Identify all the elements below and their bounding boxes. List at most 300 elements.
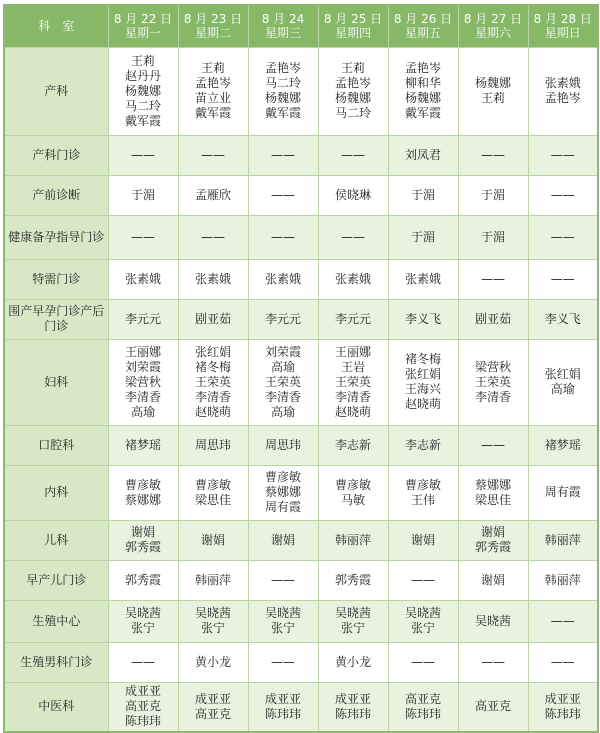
doctor-name: 梁营秋 — [474, 359, 511, 374]
duty-cell — [458, 600, 528, 642]
doctor-name: 成亚亚 — [194, 691, 231, 706]
duty-cell — [458, 135, 528, 175]
duty-cell — [318, 215, 388, 259]
doctor-name: 王岩 — [340, 359, 365, 374]
day-date: 8 月 23 日 — [183, 12, 243, 27]
doctor-name: 郭秀霞 — [334, 572, 371, 587]
schedule-body — [4, 47, 598, 732]
duty-cell — [178, 259, 248, 299]
duty-cell — [458, 465, 528, 520]
no-duty-dash: —— — [550, 654, 575, 669]
doctor-name: 王莉 — [340, 61, 365, 75]
duty-cell — [528, 425, 598, 465]
doctor-name: 吴晓茜 — [404, 606, 441, 620]
doctor-name: 谢娟 — [480, 525, 505, 539]
duty-cell — [528, 520, 598, 560]
doctor-name: 张素娥 — [334, 271, 371, 286]
doctor-name: 梁思佳 — [194, 492, 231, 507]
duty-cell — [388, 215, 458, 259]
duty-cell — [528, 47, 598, 135]
schedule-row — [4, 465, 598, 520]
duty-cell — [388, 642, 458, 682]
day-weekday: 星期三 — [264, 26, 301, 41]
doctor-name: 刘荣霞 — [264, 344, 301, 359]
day-header — [388, 5, 458, 47]
doctor-name: 吴晓茜 — [334, 606, 371, 620]
schedule-row — [4, 339, 598, 425]
duty-cell — [178, 642, 248, 682]
day-header — [108, 5, 178, 47]
doctor-name: 谢娟 — [480, 572, 505, 587]
department-label: 儿科 — [4, 520, 108, 560]
doctor-name: 吴晓茜 — [474, 613, 511, 628]
duty-cell — [248, 259, 318, 299]
duty-cell — [458, 47, 528, 135]
duty-cell — [248, 47, 318, 135]
doctor-name: 孟艳岑 — [544, 91, 581, 105]
doctor-name: 李清香 — [194, 389, 231, 404]
doctor-name: 韩丽萍 — [334, 532, 371, 547]
doctor-name: 王荣英 — [194, 374, 231, 389]
doctor-name: 马二玲 — [124, 98, 161, 113]
doctor-name: 曹彦敏 — [334, 477, 371, 492]
doctor-name: 吴晓茜 — [124, 606, 161, 620]
duty-cell — [318, 259, 388, 299]
doctor-name: 褚冬梅 — [194, 359, 231, 374]
doctor-name: 张素娥 — [124, 271, 161, 286]
doctor-name: 马二玲 — [334, 106, 371, 120]
doctor-name: 周思玮 — [194, 437, 231, 452]
duty-cell — [178, 215, 248, 259]
duty-cell — [108, 600, 178, 642]
no-duty-dash: —— — [481, 271, 505, 286]
day-header — [248, 5, 318, 47]
doctor-name: 陈玮玮 — [124, 714, 161, 729]
doctor-name: 成亚亚 — [334, 691, 371, 706]
duty-cell — [178, 465, 248, 520]
no-duty-dash: —— — [411, 572, 435, 587]
duty-cell — [318, 299, 388, 339]
doctor-name: 褚冬梅 — [404, 352, 441, 366]
doctor-name: 戴军霞 — [264, 106, 301, 120]
department-label: 产前诊断 — [4, 175, 108, 215]
no-duty-dash: —— — [271, 187, 295, 202]
duty-cell — [318, 600, 388, 642]
department-label: 生殖中心 — [4, 600, 108, 642]
duty-cell — [388, 520, 458, 560]
doctor-name: 陈玮玮 — [404, 706, 441, 721]
doctor-name: 成亚亚 — [544, 691, 581, 706]
day-weekday: 星期一 — [124, 26, 161, 41]
doctor-name: 王莉 — [480, 91, 505, 105]
department-label: 特需门诊 — [4, 259, 108, 299]
duty-cell — [388, 135, 458, 175]
duty-cell — [318, 175, 388, 215]
department-label: 产科门诊 — [4, 135, 108, 175]
header-row — [4, 5, 598, 47]
duty-cell — [318, 520, 388, 560]
no-duty-dash: —— — [481, 654, 505, 669]
doctor-name: 张宁 — [270, 621, 295, 635]
doctor-name: 陈玮玮 — [544, 706, 581, 721]
day-weekday: 星期二 — [194, 26, 231, 41]
doctor-name: 高瑜 — [130, 404, 155, 419]
no-duty-dash: —— — [550, 147, 575, 162]
doctor-name: 于湄 — [410, 229, 435, 244]
duty-cell — [248, 682, 318, 732]
doctor-name: 梁营秋 — [124, 374, 161, 389]
duty-cell — [458, 259, 528, 299]
doctor-name: 成亚亚 — [264, 691, 301, 706]
duty-cell — [248, 520, 318, 560]
department-label: 妇科 — [4, 339, 108, 425]
doctor-name: 谢娟 — [200, 532, 225, 547]
doctor-name: 蔡娜娜 — [264, 485, 301, 499]
duty-cell — [108, 339, 178, 425]
duty-cell — [178, 339, 248, 425]
doctor-name: 苗立业 — [194, 91, 231, 105]
doctor-name: 高瑜 — [270, 359, 295, 374]
doctor-name: 张红娟 — [544, 367, 581, 381]
duty-cell — [178, 600, 248, 642]
duty-cell — [248, 465, 318, 520]
doctor-name: 张红娟 — [194, 344, 231, 359]
doctor-name: 高瑜 — [550, 382, 575, 396]
no-duty-dash: —— — [201, 229, 225, 244]
schedule-row — [4, 175, 598, 215]
doctor-name: 郭秀霞 — [474, 540, 511, 554]
duty-schedule-table — [3, 4, 599, 733]
duty-cell — [178, 425, 248, 465]
doctor-name: 马敏 — [340, 492, 365, 507]
doctor-name: 杨魏娜 — [124, 83, 161, 98]
duty-cell — [528, 642, 598, 682]
duty-cell — [108, 135, 178, 175]
day-weekday: 星期六 — [474, 26, 511, 41]
duty-cell — [458, 682, 528, 732]
doctor-name: 孟艳岑 — [194, 76, 231, 90]
doctor-name: 李志新 — [334, 437, 371, 452]
dept-column-header: 科 室 — [4, 5, 108, 47]
doctor-name: 刘荣霞 — [124, 359, 161, 374]
duty-cell — [248, 215, 318, 259]
no-duty-dash: —— — [271, 572, 295, 587]
duty-cell — [178, 520, 248, 560]
doctor-name: 孟艳岑 — [264, 61, 301, 75]
doctor-name: 张素娥 — [194, 271, 231, 286]
doctor-name: 赵晓萌 — [334, 404, 371, 419]
day-weekday: 星期日 — [544, 26, 581, 41]
department-label: 口腔科 — [4, 425, 108, 465]
doctor-name: 韩丽萍 — [194, 572, 231, 587]
doctor-name: 孟艳岑 — [404, 61, 441, 75]
doctor-name: 剧亚茹 — [194, 311, 231, 326]
duty-cell — [248, 175, 318, 215]
doctor-name: 韩丽萍 — [544, 532, 581, 547]
department-label: 中医科 — [4, 682, 108, 732]
duty-cell — [178, 47, 248, 135]
duty-cell — [318, 465, 388, 520]
duty-cell — [108, 520, 178, 560]
duty-cell — [248, 135, 318, 175]
doctor-name: 张素娥 — [544, 76, 581, 90]
duty-cell — [458, 215, 528, 259]
schedule-row — [4, 299, 598, 339]
no-duty-dash: —— — [341, 229, 365, 244]
duty-cell — [458, 299, 528, 339]
doctor-name: 黄小龙 — [334, 654, 371, 669]
doctor-name: 杨魏娜 — [264, 91, 301, 105]
doctor-name: 李义飞 — [544, 311, 581, 326]
doctor-name: 王莉 — [200, 61, 225, 75]
no-duty-dash: —— — [481, 437, 505, 452]
doctor-name: 谢娟 — [410, 532, 435, 547]
doctor-name: 吴晓茜 — [194, 606, 231, 620]
no-duty-dash: —— — [131, 147, 155, 162]
doctor-name: 王荣英 — [334, 374, 371, 389]
schedule-row — [4, 135, 598, 175]
doctor-name: 杨魏娜 — [404, 91, 441, 105]
no-duty-dash: —— — [271, 147, 295, 162]
duty-cell — [318, 47, 388, 135]
doctor-name: 于湄 — [130, 187, 155, 202]
duty-cell — [248, 425, 318, 465]
doctor-name: 杨魏娜 — [334, 91, 371, 105]
duty-cell — [248, 299, 318, 339]
no-duty-dash: —— — [411, 654, 435, 669]
doctor-name: 曹彦敏 — [124, 477, 161, 492]
duty-cell — [458, 560, 528, 600]
duty-cell — [108, 465, 178, 520]
duty-cell — [318, 425, 388, 465]
doctor-name: 陈玮玮 — [264, 706, 301, 721]
doctor-name: 李清香 — [334, 389, 371, 404]
doctor-name: 王荣英 — [474, 374, 511, 389]
no-duty-dash: —— — [550, 271, 575, 286]
duty-cell — [388, 682, 458, 732]
duty-cell — [318, 135, 388, 175]
duty-cell — [528, 339, 598, 425]
doctor-name: 蔡娜娜 — [124, 492, 161, 507]
duty-cell — [108, 560, 178, 600]
duty-cell — [318, 560, 388, 600]
doctor-name: 张宁 — [130, 621, 155, 635]
duty-cell — [108, 259, 178, 299]
duty-cell — [248, 642, 318, 682]
duty-cell — [108, 175, 178, 215]
doctor-name: 戴军霞 — [194, 106, 231, 120]
duty-cell — [178, 175, 248, 215]
doctor-name: 黄小龙 — [194, 654, 231, 669]
doctor-name: 侯晓琳 — [334, 187, 371, 202]
day-weekday: 星期四 — [334, 26, 371, 41]
doctor-name: 高亚克 — [124, 699, 161, 714]
doctor-name: 周有霞 — [544, 485, 581, 499]
department-label: 产科 — [4, 47, 108, 135]
duty-cell — [178, 299, 248, 339]
doctor-name: 郭秀霞 — [124, 572, 161, 587]
doctor-name: 王海兴 — [404, 382, 441, 396]
doctor-name: 赵晓萌 — [404, 397, 441, 411]
duty-cell — [528, 465, 598, 520]
doctor-name: 孟雁欣 — [194, 187, 231, 202]
doctor-name: 剧亚茹 — [474, 311, 511, 326]
duty-cell — [388, 259, 458, 299]
doctor-name: 王伟 — [410, 492, 435, 507]
no-duty-dash: —— — [271, 654, 295, 669]
doctor-name: 李元元 — [334, 311, 371, 326]
duty-cell — [248, 560, 318, 600]
duty-cell — [528, 135, 598, 175]
schedule-row — [4, 425, 598, 465]
department-label: 内科 — [4, 465, 108, 520]
doctor-name: 张宁 — [200, 621, 225, 635]
duty-cell — [108, 299, 178, 339]
no-duty-dash: —— — [131, 229, 155, 244]
doctor-name: 于湄 — [480, 229, 505, 244]
no-duty-dash: —— — [341, 147, 365, 162]
duty-cell — [318, 682, 388, 732]
doctor-name: 曹彦敏 — [194, 477, 231, 492]
doctor-name: 张宁 — [410, 621, 435, 635]
doctor-name: 刘凤君 — [404, 147, 441, 162]
doctor-name: 褚梦瑶 — [124, 437, 161, 452]
duty-cell — [388, 425, 458, 465]
department-label: 生殖男科门诊 — [4, 642, 108, 682]
doctor-name: 谢娟 — [270, 532, 295, 547]
doctor-name: 李义飞 — [404, 311, 441, 326]
schedule-row — [4, 560, 598, 600]
duty-cell — [458, 339, 528, 425]
duty-cell — [388, 299, 458, 339]
duty-cell — [528, 215, 598, 259]
schedule-row — [4, 520, 598, 560]
doctor-name: 孟艳岑 — [334, 76, 371, 90]
no-duty-dash: —— — [201, 147, 225, 162]
doctor-name: 李元元 — [124, 311, 161, 326]
doctor-name: 曹彦敏 — [264, 470, 301, 484]
day-date: 8 月 25 日 — [323, 12, 383, 27]
doctor-name: 王莉 — [130, 53, 155, 68]
doctor-name: 褚梦瑶 — [544, 437, 581, 452]
no-duty-dash: —— — [550, 229, 575, 244]
duty-cell — [178, 682, 248, 732]
duty-cell — [248, 600, 318, 642]
duty-cell — [108, 425, 178, 465]
schedule-row — [4, 600, 598, 642]
day-weekday: 星期五 — [404, 26, 441, 41]
doctor-name: 韩丽萍 — [544, 572, 581, 587]
duty-cell — [388, 175, 458, 215]
day-header — [528, 5, 598, 47]
doctor-name: 高亚克 — [194, 706, 231, 721]
duty-cell — [458, 425, 528, 465]
day-date: 8 月 28 日 — [533, 12, 592, 27]
no-duty-dash: —— — [550, 613, 575, 628]
duty-cell — [388, 465, 458, 520]
doctor-name: 张红娟 — [404, 367, 441, 381]
doctor-name: 李清香 — [264, 389, 301, 404]
doctor-name: 王荣英 — [264, 374, 301, 389]
doctor-name: 谢娟 — [130, 525, 155, 539]
day-date: 8 月 27 日 — [463, 12, 523, 27]
doctor-name: 于湄 — [480, 187, 505, 202]
duty-cell — [388, 560, 458, 600]
department-label: 早产儿门诊 — [4, 560, 108, 600]
doctor-name: 柳和华 — [404, 76, 441, 90]
day-date: 8 月 22 日 — [113, 12, 173, 27]
duty-cell — [108, 642, 178, 682]
duty-cell — [108, 47, 178, 135]
duty-cell — [108, 215, 178, 259]
duty-cell — [178, 560, 248, 600]
doctor-name: 高亚克 — [474, 699, 511, 714]
no-duty-dash: —— — [271, 229, 295, 244]
doctor-name: 周思玮 — [264, 437, 301, 452]
doctor-name: 戴军霞 — [404, 106, 441, 120]
doctor-name: 蔡娜娜 — [474, 477, 511, 492]
duty-cell — [458, 520, 528, 560]
doctor-name: 于湄 — [410, 187, 435, 202]
duty-cell — [528, 175, 598, 215]
doctor-name: 戴军霞 — [124, 113, 161, 128]
schedule-row — [4, 215, 598, 259]
doctor-name: 李元元 — [264, 311, 301, 326]
duty-cell — [388, 339, 458, 425]
duty-cell — [178, 135, 248, 175]
duty-cell — [388, 600, 458, 642]
duty-cell — [388, 47, 458, 135]
doctor-name: 高亚克 — [404, 691, 441, 706]
doctor-name: 郭秀霞 — [124, 540, 161, 554]
doctor-name: 王丽娜 — [334, 344, 371, 359]
day-date: 8 月 26 日 — [393, 12, 453, 27]
duty-cell — [528, 259, 598, 299]
doctor-name: 李清香 — [124, 389, 161, 404]
doctor-name: 高瑜 — [270, 404, 295, 419]
doctor-name: 张宁 — [340, 621, 365, 635]
duty-cell — [248, 339, 318, 425]
doctor-name: 曹彦敏 — [404, 477, 441, 492]
doctor-name: 杨魏娜 — [474, 76, 511, 90]
doctor-name: 赵丹丹 — [124, 68, 161, 83]
duty-cell — [528, 682, 598, 732]
department-label: 健康备孕指导门诊 — [4, 215, 108, 259]
doctor-name: 成亚亚 — [124, 684, 161, 699]
doctor-name: 周有霞 — [264, 500, 301, 514]
day-header — [318, 5, 388, 47]
doctor-name: 王丽娜 — [124, 344, 161, 359]
day-date: 8 月 24 — [261, 12, 305, 27]
no-duty-dash: —— — [550, 187, 575, 202]
department-label: 围产早孕门诊产后门诊 — [4, 299, 108, 339]
duty-cell — [108, 682, 178, 732]
doctor-name: 张素娥 — [404, 271, 441, 286]
day-header — [178, 5, 248, 47]
no-duty-dash: —— — [481, 147, 505, 162]
duty-cell — [318, 642, 388, 682]
no-duty-dash: —— — [131, 654, 155, 669]
schedule-row — [4, 259, 598, 299]
doctor-name: 李清香 — [474, 389, 511, 404]
doctor-name: 李志新 — [404, 437, 441, 452]
schedule-row — [4, 682, 598, 732]
doctor-name: 吴晓茜 — [264, 606, 301, 620]
doctor-name: 梁思佳 — [474, 492, 511, 507]
duty-cell — [528, 299, 598, 339]
doctor-name: 赵晓萌 — [194, 404, 231, 419]
duty-cell — [528, 560, 598, 600]
